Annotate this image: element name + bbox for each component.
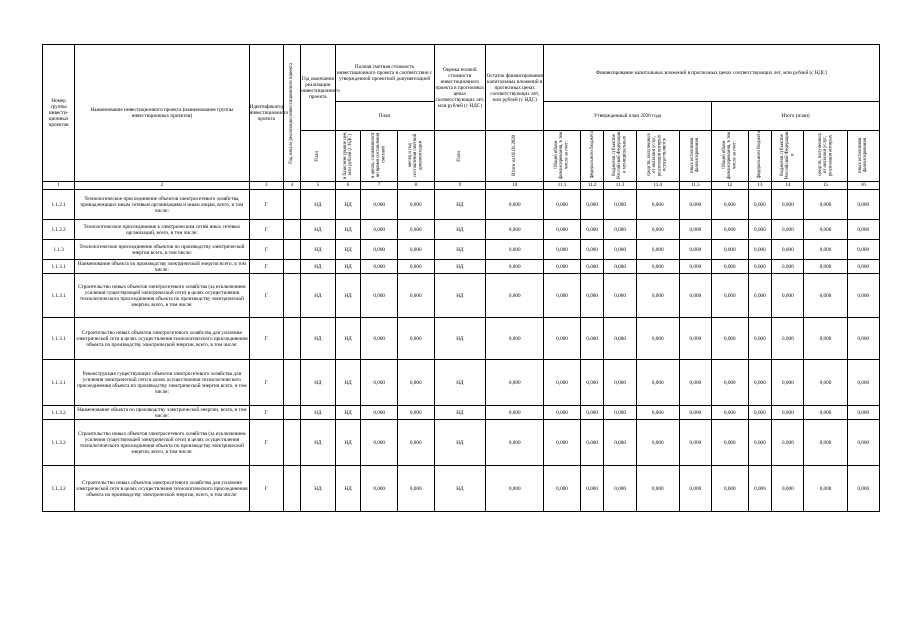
column-number: 11.3 <box>604 182 636 190</box>
row-financing-value: 0,000 <box>748 240 772 260</box>
row-financing-value: 0,000 <box>580 190 604 220</box>
row-financing-value: 0,000 <box>748 274 772 318</box>
row-financing-value: 0,000 <box>580 260 604 274</box>
row-financing-value: 0,000 <box>748 466 772 512</box>
row-year-end: НД <box>301 260 335 274</box>
row-financing-value: 0,000 <box>604 274 636 318</box>
row-financing-value: 0,000 <box>604 190 636 220</box>
row-financing-value: 0,000 <box>804 274 847 318</box>
row-financing-value: 0,000 <box>580 420 604 466</box>
row-name: Строительство новых объектов электросетевого хозяйства для усиления электрической сети в целях осуществления технологического присоединения объекта по производству электрической энергии, всего, в том числе: <box>75 466 249 512</box>
row-code: 1.1.3.1 <box>43 318 75 360</box>
row-full-estimate: 0,000 <box>486 274 544 318</box>
row-financing-value: 0,000 <box>604 260 636 274</box>
row-financing-value: 0,000 <box>712 240 749 260</box>
row-financing-value: 0,000 <box>804 466 847 512</box>
row-code: 1.1.3.2 <box>43 466 75 512</box>
row-remaining: 0,000 <box>544 406 581 420</box>
row-plan: НД <box>335 318 361 360</box>
row-financing-value: 0,000 <box>636 240 679 260</box>
row-plan: НД <box>335 240 361 260</box>
row-financing-value: 0,000 <box>679 406 711 420</box>
row-year-start <box>283 420 300 466</box>
row-name: Строительство новых объектов электросетевого хозяйства для усиления электрической сети в целях осуществления технологического присоединения объекта по производству электрической энергии, всего, в том числе: <box>75 318 249 360</box>
row-full-estimate: 0,000 <box>486 360 544 406</box>
column-number: 7 <box>361 182 398 190</box>
column-number: 5 <box>301 182 335 190</box>
row-plan: НД <box>335 274 361 318</box>
row-year-end: НД <box>301 318 335 360</box>
subheader-plan: План <box>301 131 335 182</box>
row-year-start <box>283 274 300 318</box>
row-financing-value: 0,000 <box>580 406 604 420</box>
row-base-price: 0,000 <box>361 274 398 318</box>
row-remaining: 0,000 <box>544 260 581 274</box>
row-financing-value: 0,000 <box>679 220 711 240</box>
row-id: Г <box>249 420 283 466</box>
row-estimate-price: 0,000 <box>397 240 434 260</box>
row-estimate-date: НД <box>434 420 486 466</box>
row-financing-value: 0,000 <box>580 274 604 318</box>
row-financing-value: 0,000 <box>772 240 804 260</box>
row-financing-value: 0,000 <box>679 260 711 274</box>
row-id: Г <box>249 318 283 360</box>
row-code: 1.1.3.1 <box>43 260 75 274</box>
subheader-federal: федерального бюджета <box>580 131 604 182</box>
row-financing-value: 0,000 <box>604 240 636 260</box>
row-financing-value: 0,000 <box>712 220 749 240</box>
row-financing-value: 0,000 <box>679 274 711 318</box>
row-estimate-price: 0,000 <box>397 220 434 240</box>
row-estimate-date: НД <box>434 466 486 512</box>
row-estimate-price: 0,000 <box>397 466 434 512</box>
row-financing-value: 0,000 <box>847 240 880 260</box>
row-estimate-date: НД <box>434 274 486 318</box>
row-financing-value: 0,000 <box>804 420 847 466</box>
row-estimate-date: НД <box>434 260 486 274</box>
row-code: 1.1.3.1 <box>43 274 75 318</box>
row-financing-value: 0,000 <box>847 420 880 466</box>
column-number: 3 <box>249 182 283 190</box>
row-year-end: НД <box>301 220 335 240</box>
row-base-price: 0,000 <box>361 240 398 260</box>
row-plan: НД <box>335 466 361 512</box>
row-estimate-date: НД <box>434 406 486 420</box>
table-row <box>43 240 880 260</box>
subheader-base-prices: в базисном уровне цен, млн рублей (с НДС) <box>335 131 361 182</box>
row-financing-value: 0,000 <box>772 318 804 360</box>
row-financing-value: 0,000 <box>772 190 804 220</box>
row-financing-value: 0,000 <box>636 318 679 360</box>
row-estimate-price: 0,000 <box>397 274 434 318</box>
header-financing: Финансирование капитальных вложений в прогнозных ценах соответствующих лет, млн рублей (с НДС) <box>544 45 880 102</box>
column-numbers-row <box>43 182 880 190</box>
row-financing-value: 0,000 <box>679 190 711 220</box>
table-row <box>43 190 880 220</box>
row-code: 1.1.2.2 <box>43 220 75 240</box>
row-plan: НД <box>335 260 361 274</box>
subheader-estimate-date: месяц и год составления сметной документации <box>397 131 434 182</box>
column-number: 11.4 <box>636 182 679 190</box>
row-financing-value: 0,000 <box>636 220 679 240</box>
row-base-price: 0,000 <box>361 406 398 420</box>
subheader-federal-2: федерального бюджета <box>748 131 772 182</box>
row-remaining: 0,000 <box>544 318 581 360</box>
row-financing-value: 0,000 <box>580 220 604 240</box>
row-financing-value: 0,000 <box>604 360 636 406</box>
header-group-number: Номер группы инвести-ционных проектов <box>43 45 75 182</box>
row-year-start <box>283 220 300 240</box>
row-base-price: 0,000 <box>361 190 398 220</box>
row-financing-value: 0,000 <box>772 360 804 406</box>
row-financing-value: 0,000 <box>748 190 772 220</box>
subheader-total-financing-2: Общий объем финансирования, в том числе за счет: <box>712 131 749 182</box>
row-financing-value: 0,000 <box>636 190 679 220</box>
table-row <box>43 406 880 420</box>
row-full-estimate: 0,000 <box>486 260 544 274</box>
subheader-other: иных источников финансирования <box>679 131 711 182</box>
row-estimate-price: 0,000 <box>397 406 434 420</box>
row-financing-value: 0,000 <box>604 318 636 360</box>
row-year-start <box>283 190 300 220</box>
row-name: Наименование объекта по производству электрической энергии всего, в том числе: <box>75 260 249 274</box>
header-plan: План <box>335 102 434 131</box>
column-number: 1 <box>43 182 75 190</box>
row-year-start <box>283 318 300 360</box>
row-base-price: 0,000 <box>361 318 398 360</box>
subheader-other-2: иных источников финансирования <box>847 131 880 182</box>
row-financing-value: 0,000 <box>748 260 772 274</box>
row-estimate-date: НД <box>434 190 486 220</box>
row-year-start <box>283 360 300 406</box>
row-year-start <box>283 406 300 420</box>
row-financing-value: 0,000 <box>636 260 679 274</box>
row-id: Г <box>249 274 283 318</box>
row-financing-value: 0,000 <box>772 274 804 318</box>
row-id: Г <box>249 360 283 406</box>
subheader-plan-2: План <box>434 131 486 182</box>
row-full-estimate: 0,000 <box>486 220 544 240</box>
row-full-estimate: 0,000 <box>486 406 544 420</box>
row-financing-value: 0,000 <box>748 420 772 466</box>
row-full-estimate: 0,000 <box>486 190 544 220</box>
table-row <box>43 274 880 318</box>
row-financing-value: 0,000 <box>712 190 749 220</box>
column-number: 10 <box>486 182 544 190</box>
row-id: Г <box>249 466 283 512</box>
row-plan: НД <box>335 360 361 406</box>
row-financing-value: 0,000 <box>772 220 804 240</box>
row-financing-value: 0,000 <box>604 466 636 512</box>
subheader-itogo: Итого на 01.01.2020 <box>486 131 544 182</box>
row-year-start <box>283 466 300 512</box>
row-name: Технологическое присоединение объектов электросетевого хозяйства, принадлежащих иным сетевым организациям и иным лицам, всего, в том числе: <box>75 190 249 220</box>
row-financing-value: 0,000 <box>679 466 711 512</box>
header-total-plan: Итого (план) <box>712 102 880 131</box>
row-financing-value: 0,000 <box>712 466 749 512</box>
row-id: Г <box>249 220 283 240</box>
row-financing-value: 0,000 <box>748 220 772 240</box>
row-financing-value: 0,000 <box>604 406 636 420</box>
row-financing-value: 0,000 <box>804 406 847 420</box>
header-year-end: Год окончания реализации инвестиционного проекта <box>301 45 335 131</box>
row-year-start <box>283 260 300 274</box>
row-financing-value: 0,000 <box>772 260 804 274</box>
row-financing-value: 0,000 <box>847 190 880 220</box>
row-financing-value: 0,000 <box>748 318 772 360</box>
row-code: 1.1.3.2 <box>43 406 75 420</box>
subheader-regional-2: бюджетов субъектов Российской Федерации и <box>772 131 804 182</box>
row-remaining: 0,000 <box>544 360 581 406</box>
row-name: Строительство новых объектов электросетевого хозяйства (за исключением усиления существующей электрической сети) в целях осуществления технологического присоединения объекта по производству электрической энергии, всего, в том числе: <box>75 274 249 318</box>
row-financing-value: 0,000 <box>847 360 880 406</box>
row-remaining: 0,000 <box>544 466 581 512</box>
column-number: 16 <box>847 182 880 190</box>
subheader-total-financing: Общий объем финансирования, в том числе за счет: <box>544 131 581 182</box>
row-financing-value: 0,000 <box>604 420 636 466</box>
row-estimate-date: НД <box>434 240 486 260</box>
column-number: 11.5 <box>679 182 711 190</box>
row-financing-value: 0,000 <box>712 420 749 466</box>
column-number: 8 <box>397 182 434 190</box>
row-code: 1.1.3 <box>43 240 75 260</box>
row-remaining: 0,000 <box>544 240 581 260</box>
row-financing-value: 0,000 <box>604 220 636 240</box>
row-base-price: 0,000 <box>361 220 398 240</box>
row-financing-value: 0,000 <box>712 360 749 406</box>
row-name: Строительство новых объектов электросетевого хозяйства (за исключением усиления существующей электрической сети) в целях осуществления технологического присоединения объекта по производству электрической энергии, всего, в том числе: <box>75 420 249 466</box>
row-financing-value: 0,000 <box>580 240 604 260</box>
row-plan: НД <box>335 406 361 420</box>
subheader-regional: бюджетов субъектов Российской Федерации и муниципальных <box>604 131 636 182</box>
row-estimate-price: 0,000 <box>397 260 434 274</box>
row-financing-value: 0,000 <box>712 274 749 318</box>
row-financing-value: 0,000 <box>847 274 880 318</box>
row-financing-value: 0,000 <box>679 318 711 360</box>
row-remaining: 0,000 <box>544 420 581 466</box>
row-base-price: 0,000 <box>361 260 398 274</box>
row-full-estimate: 0,000 <box>486 466 544 512</box>
row-financing-value: 0,000 <box>636 420 679 466</box>
row-name: Наименование объекта по производству электрической энергии, всего, в том числе: <box>75 406 249 420</box>
row-financing-value: 0,000 <box>636 466 679 512</box>
column-number: 2 <box>75 182 249 190</box>
row-base-price: 0,000 <box>361 420 398 466</box>
row-financing-value: 0,000 <box>772 420 804 466</box>
investment-table <box>42 44 880 512</box>
row-year-end: НД <box>301 466 335 512</box>
row-financing-value: 0,000 <box>679 240 711 260</box>
row-base-price: 0,000 <box>361 360 398 406</box>
subheader-services-2: средств, полученных от оказания услуг, реализация которых <box>804 131 847 182</box>
row-financing-value: 0,000 <box>772 406 804 420</box>
row-year-end: НД <box>301 406 335 420</box>
row-financing-value: 0,000 <box>804 260 847 274</box>
row-financing-value: 0,000 <box>636 406 679 420</box>
table-row <box>43 420 880 466</box>
row-financing-value: 0,000 <box>804 220 847 240</box>
row-financing-value: 0,000 <box>748 360 772 406</box>
row-financing-value: 0,000 <box>580 466 604 512</box>
table-row <box>43 318 880 360</box>
column-number: 4 <box>283 182 300 190</box>
row-financing-value: 0,000 <box>804 318 847 360</box>
row-financing-value: 0,000 <box>847 318 880 360</box>
table-row <box>43 360 880 406</box>
row-id: Г <box>249 260 283 274</box>
row-estimate-price: 0,000 <box>397 318 434 360</box>
row-remaining: 0,000 <box>544 274 581 318</box>
row-full-estimate: 0,000 <box>486 420 544 466</box>
row-id: Г <box>249 406 283 420</box>
row-name: Технологическое присоединение объектов по производству электрической энергии всего, в том числе: <box>75 240 249 260</box>
row-financing-value: 0,000 <box>679 360 711 406</box>
header-year-start: Год начала реализации инвестиционного проекта <box>283 45 300 182</box>
row-financing-value: 0,000 <box>748 406 772 420</box>
row-estimate-price: 0,000 <box>397 420 434 466</box>
row-financing-value: 0,000 <box>772 466 804 512</box>
column-number: 11.1 <box>544 182 581 190</box>
table-row <box>43 260 880 274</box>
row-financing-value: 0,000 <box>847 260 880 274</box>
row-full-estimate: 0,000 <box>486 240 544 260</box>
table-row <box>43 220 880 240</box>
row-financing-value: 0,000 <box>679 420 711 466</box>
row-full-estimate: 0,000 <box>486 318 544 360</box>
row-remaining: 0,000 <box>544 190 581 220</box>
row-financing-value: 0,000 <box>636 360 679 406</box>
row-financing-value: 0,000 <box>804 240 847 260</box>
row-year-end: НД <box>301 240 335 260</box>
row-financing-value: 0,000 <box>804 360 847 406</box>
row-financing-value: 0,000 <box>847 220 880 240</box>
row-code: 1.1.2.1 <box>43 190 75 220</box>
row-plan: НД <box>335 420 361 466</box>
column-number: 14 <box>772 182 804 190</box>
row-id: Г <box>249 190 283 220</box>
header-project-id: Идентификатор инвестиционного проекта <box>249 45 283 182</box>
header-estimate: Оценка полной стоимости инвестиционного проекта в прогнозных ценах соответствующих лет, млн рублей (с НДС) <box>434 45 486 131</box>
subheader-services: средств, полученных от оказания услуг, реализация которых осуществляется <box>636 131 679 182</box>
row-plan: НД <box>335 190 361 220</box>
row-estimate-price: 0,000 <box>397 190 434 220</box>
row-financing-value: 0,000 <box>580 318 604 360</box>
row-name: Технологическое присоединение к электрическим сетям иных сетевых организаций, всего, в том числе: <box>75 220 249 240</box>
header-project-name: Наименование инвестиционного проекта (наименование группы инвестиционных проектов) <box>75 45 249 182</box>
row-financing-value: 0,000 <box>847 406 880 420</box>
column-number: 15 <box>804 182 847 190</box>
row-code: 1.1.3.2 <box>43 420 75 466</box>
header-full-cost: Полная сметная стоимость инвестиционного проекта в соответствии с утвержденной проектной документацией <box>335 45 434 102</box>
table-body <box>43 190 880 512</box>
row-id: Г <box>249 240 283 260</box>
row-financing-value: 0,000 <box>636 274 679 318</box>
column-number: 13 <box>748 182 772 190</box>
row-financing-value: 0,000 <box>712 406 749 420</box>
header-remaining: Остаток финансирования капитальных вложений в прогнозных ценах соответствующих лет, млн рублей (с НДС) <box>486 45 544 131</box>
subheader-estimate-prices: в ценах, сложившихся во время составления сметной <box>361 131 398 182</box>
row-year-end: НД <box>301 274 335 318</box>
header-approved-plan: Утвержденный план 2020 года <box>544 102 712 131</box>
row-financing-value: 0,000 <box>804 190 847 220</box>
row-estimate-date: НД <box>434 360 486 406</box>
row-financing-value: 0,000 <box>712 260 749 274</box>
row-year-end: НД <box>301 190 335 220</box>
row-financing-value: 0,000 <box>712 318 749 360</box>
row-estimate-price: 0,000 <box>397 360 434 406</box>
column-number: 11.2 <box>580 182 604 190</box>
column-number: 6 <box>335 182 361 190</box>
column-number: 9 <box>434 182 486 190</box>
row-financing-value: 0,000 <box>847 466 880 512</box>
row-estimate-date: НД <box>434 318 486 360</box>
row-estimate-date: НД <box>434 220 486 240</box>
row-code: 1.1.3.1 <box>43 360 75 406</box>
row-plan: НД <box>335 220 361 240</box>
row-year-start <box>283 240 300 260</box>
row-remaining: 0,000 <box>544 220 581 240</box>
row-financing-value: 0,000 <box>580 360 604 406</box>
table-row <box>43 466 880 512</box>
row-year-end: НД <box>301 360 335 406</box>
row-base-price: 0,000 <box>361 466 398 512</box>
column-number: 12 <box>712 182 749 190</box>
row-year-end: НД <box>301 420 335 466</box>
row-name: Реконструкция существующих объектов электросетевого хозяйства для усиления электрической сети в целях осуществления технологического присоединения объекта по производству электрической энергии всего, в том числе: <box>75 360 249 406</box>
